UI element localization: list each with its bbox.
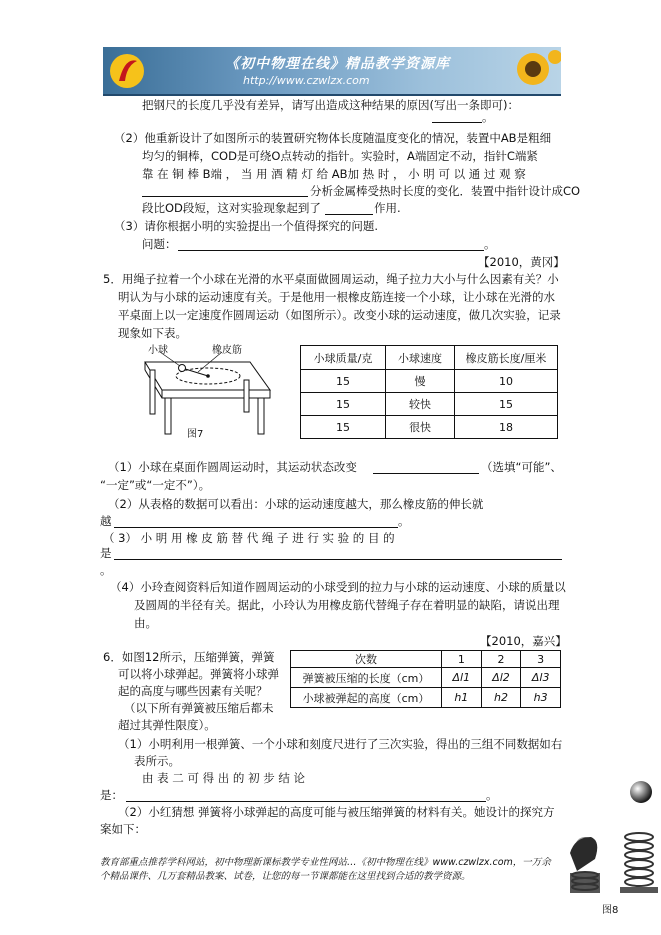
q5-cell: 较快 [386,393,455,416]
footer-line-2: 个精品课件、几万套精品教案、试卷，让您的每一节课都能在这里找到合适的教学资源。 [100,871,471,882]
q5-cell: 慢 [386,370,455,393]
q6-cell: h3 [521,688,561,708]
sunflower-icon [503,47,561,94]
q6-th-1: 1 [442,651,482,668]
figure-8-spring-drawing [565,775,660,915]
table-row [301,416,558,439]
q5-blank-1 [373,473,479,474]
q5-l2: 明认为与小球的运动速度有关。于是他用一根橡皮筋连接一个小球，让小球在光滑的水 [118,290,555,304]
q5-l3: 平桌面上以一定速度作圆周运动（如图所示）。改变小球的运动速度，做几次实验，记录 [118,308,561,322]
fig7-label-ball: 小球 [148,345,168,356]
q6-cell: h2 [481,688,521,708]
q5-cell: 15 [301,370,386,393]
footer-line-1: 教育部重点推荐学科网站，初中物理新课标教学专业性网站…《初中物理在线》www.czwlzx.com，一万余 [100,857,551,868]
q4-p2-l5-end: 作用. [374,201,401,215]
q6-a1-l4-end: 。 [486,788,498,802]
q5-cell: 15 [455,393,558,416]
q5-blank-3 [114,559,562,560]
q4-p2-l5: 段比OD段短，这对实验现象起到了 [142,201,321,215]
q5-a1-l1: （1）小球在桌面作圆周运动时，其运动状态改变 [108,460,357,474]
q5-th-mass: 小球质量/克 [301,346,386,370]
q6-l2: 可以将小球弹起。弹簧将小球弹 [118,667,279,681]
q5-th-length: 橡皮筋长度/厘米 [455,346,558,370]
q6-th-2: 2 [481,651,521,668]
q4-p3-l1: （3）请你根据小明的实验提出一个值得探究的问题. [114,219,378,233]
q5-cell: 15 [301,393,386,416]
q5-a1-l2: “一定”或“一定不”）。 [100,478,211,492]
q6-cell: Δl1 [442,668,482,688]
fig7-caption: 图7 [187,429,204,440]
q4-line-top-end: 。 [482,110,494,124]
q4-p2-l2: 均匀的铜棒，COD是可绕O点转动的指针。实验时，A端固定不动，指针C端紧 [142,149,538,163]
q4-blank-observe [142,196,308,197]
header-banner [103,47,561,96]
q6-a1-l2: 表所示。 [134,754,180,768]
table-row [301,370,558,393]
q5-a3-l3: 。 [100,563,112,577]
q5-source: 【2010，嘉兴】 [480,634,567,648]
logo-icon [107,51,147,91]
q5-a2-l1: （2）从表格的数据可以看出：小球的运动速度越大，那么橡皮筋的伸长就 [108,497,484,511]
q5-a4-l2: 及圆周的半径有关。据此，小玲认为用橡皮筋代替绳子存在着明显的缺陷，请说出理 [134,598,560,612]
q4-blank-effect [325,214,373,215]
fig7-label-band: 橡皮筋 [212,345,242,356]
q4-blank-question [178,250,484,251]
q5-a4-l1: （4）小玲查阅资料后知道作圆周运动的小球受到的拉力与小球的运动速度、小球的质量以 [110,580,566,594]
q6-l1: 6．如图12所示，压缩弹簧，弹簧 [103,650,275,664]
q4-blank-reason [432,122,482,123]
q5-a3-l2: 是 [100,546,112,560]
q4-p3-l2-end: 。 [484,237,496,251]
q6-a1-l3: 由 表 二 可 得 出 的 初 步 结 论 [142,771,306,785]
q6-cell: Δl3 [521,668,561,688]
q6-a1-l4: 是： [100,788,123,802]
q6-th-count: 次数 [291,651,442,668]
q6-th-3: 3 [521,651,561,668]
q5-l1: 5．用绳子拉着一个小球在光滑的水平桌面做圆周运动，绳子拉力大小与什么因素有关？小 [103,272,559,286]
q5-a2-l2-end: 。 [398,514,410,528]
q4-source: 【2010，黄冈】 [478,255,565,269]
q5-l4: 现象如下表。 [118,326,187,340]
q5-a4-l3: 由。 [134,616,157,630]
q4-line-top: 把钢尺的长度几乎没有差异，请写出造成这种结果的原因(写出一条即可)： [142,98,519,112]
fig8-caption: 图8 [602,905,619,916]
table-row [291,668,561,688]
q4-p2-l4: 分析金属棒受热时长度的变化．装置中指针设计成CO [310,184,581,198]
q6-cell: Δl2 [481,668,521,688]
q5-cell: 18 [455,416,558,439]
q6-a1-l1: （1）小明利用一根弹簧、一个小球和刻度尺进行了三次实验，得出的三组不同数据如右 [118,737,563,751]
q5-cell: 很快 [386,416,455,439]
q6-l3: 起的高度与哪些因素有关呢？ [118,684,268,698]
q6-l5: 超过其弹性限度）。 [118,718,216,732]
q5-cell: 15 [301,416,386,439]
q5-a1-l1-end: （选填“可能”、 [481,460,562,474]
q5-a2-l2: 越 [100,514,112,528]
q6-cell: 小球被弹起的高度（cm） [291,688,442,708]
q5-a3-l1: （ 3） 小 明 用 橡 皮 筋 替 代 绳 子 进 行 实 验 的 目 的 [103,531,395,545]
q4-p2-l1: （2）他重新设计了如图所示的装置研究物体长度随温度变化的情况，装置中AB是粗细 [114,131,552,145]
q5-data-table [300,345,558,439]
q6-a2-l2: 案如下： [100,822,146,836]
q5-cell: 10 [455,370,558,393]
table-row [301,393,558,416]
q5-th-speed: 小球速度 [386,346,455,370]
q6-cell: h1 [442,688,482,708]
q6-a2-l1: （2）小红猜想 弹簧将小球弹起的高度可能与被压缩弹簧的材料有关。她设计的探究方 [118,805,555,819]
q6-cell: 弹簧被压缩的长度（cm） [291,668,442,688]
table-row [291,688,561,708]
banner-title: 《初中物理在线》精品教学资源库 [225,56,450,72]
q5-blank-2 [114,527,398,528]
q4-p3-l2: 问题： [142,237,177,251]
q6-l4: （以下所有弹簧被压缩后都未 [124,701,274,715]
q6-data-table [290,650,561,708]
q4-p2-l3: 靠 在 铜 棒 B端 ， 当 用 酒 精 灯 给 AB加 热 时 ， 小 明 可 以 通 过 观 察 [142,167,526,181]
banner-url: http://www.czwlzx.com [243,74,370,87]
q6-blank-conclusion [126,801,486,802]
